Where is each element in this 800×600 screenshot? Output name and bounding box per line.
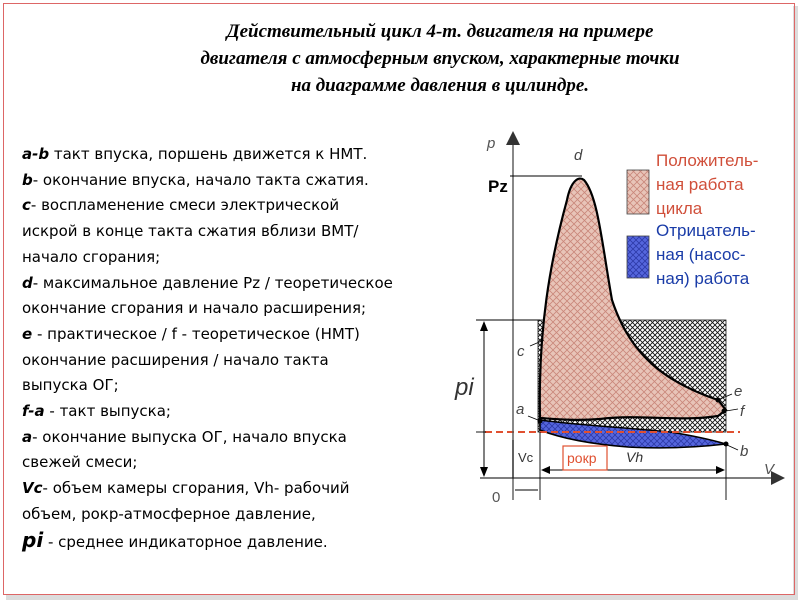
pointer-b bbox=[727, 445, 738, 450]
legend-positive-line-1: Положитель- bbox=[656, 151, 759, 170]
vc-label: Vc bbox=[518, 450, 534, 465]
title-line-1: Действительный цикл 4-т. двигателя на примере bbox=[226, 21, 654, 42]
point-f bbox=[722, 409, 727, 414]
desc-line-13: Vc- объем камеры сгорания, Vh- рабочий bbox=[22, 479, 350, 498]
desc-line-1: b- окончание впуска, начало такта сжатия. bbox=[22, 170, 369, 189]
label-a: a bbox=[516, 401, 525, 418]
desc-line-0: a-b такт впуска, поршень движется к НМТ. bbox=[22, 145, 368, 163]
desc-line-8: окончание расширения / начало такта bbox=[22, 350, 329, 369]
label-d: d bbox=[574, 147, 583, 164]
title-line-2: двигателя с атмосферным впуском, характерные точки bbox=[200, 48, 680, 69]
description-text bbox=[22, 142, 462, 555]
origin-label: 0 bbox=[492, 489, 501, 506]
frame-shadow-bottom bbox=[6, 595, 798, 600]
desc-line-6: окончание сгорания и начало расширения; bbox=[22, 299, 367, 318]
desc-line-7: e - практическое / f - теоретическое (НМТ) bbox=[22, 324, 360, 343]
pv-diagram bbox=[440, 120, 800, 520]
desc-line-12: свежей смеси; bbox=[22, 453, 138, 472]
label-e: e bbox=[734, 383, 743, 400]
label-f: f bbox=[740, 403, 745, 420]
pi-label: pi bbox=[455, 374, 474, 401]
desc-line-11: a- окончание выпуска ОГ, начало впуска bbox=[22, 427, 347, 446]
desc-line-2: c- воспламенение смеси электрической bbox=[22, 196, 340, 215]
pz-label: Pz bbox=[488, 177, 508, 196]
label-c: c bbox=[517, 343, 525, 360]
point-e bbox=[716, 398, 721, 403]
title-line-3: на диаграмме давления в цилиндре. bbox=[290, 75, 590, 96]
desc-line-10: f-a - такт выпуска; bbox=[22, 402, 171, 421]
desc-line-5: d- максимальное давление Pz / теоретическое bbox=[22, 273, 393, 292]
legend-positive-swatch bbox=[627, 170, 649, 214]
axis-v-label: V bbox=[764, 461, 775, 478]
vh-label: Vh bbox=[626, 449, 644, 465]
pointer-f bbox=[726, 409, 738, 411]
desc-line-15: pi - среднее индикаторное давление. bbox=[22, 527, 328, 552]
legend-negative-line-1: Отрицатель- bbox=[656, 221, 756, 240]
vh-arrow-left bbox=[541, 466, 550, 474]
slide-title bbox=[120, 18, 760, 99]
desc-line-14: объем, pокр-атмосферное давление, bbox=[22, 504, 316, 523]
legend-negative-line-3: ная) работа bbox=[656, 269, 750, 288]
pi-arrow-top bbox=[480, 321, 488, 331]
desc-line-4: начало сгорания; bbox=[22, 247, 161, 266]
pi-arrow-bottom bbox=[480, 467, 488, 477]
legend-negative-line-2: ная (насос- bbox=[656, 245, 746, 264]
vh-arrow-right bbox=[716, 466, 725, 474]
pokr-label: pокр bbox=[567, 450, 597, 466]
axis-p-label: p bbox=[487, 135, 496, 152]
legend-positive-line-2: ная работа bbox=[656, 175, 744, 194]
legend-positive-line-3: цикла bbox=[656, 199, 703, 218]
legend-negative-swatch bbox=[627, 236, 649, 278]
label-b: b bbox=[740, 443, 749, 460]
desc-line-9: выпуска ОГ; bbox=[22, 376, 119, 395]
desc-line-3: искрой в конце такта сжатия вблизи ВМТ/ bbox=[22, 222, 359, 241]
pointer-a bbox=[528, 416, 538, 420]
point-a bbox=[538, 419, 543, 424]
